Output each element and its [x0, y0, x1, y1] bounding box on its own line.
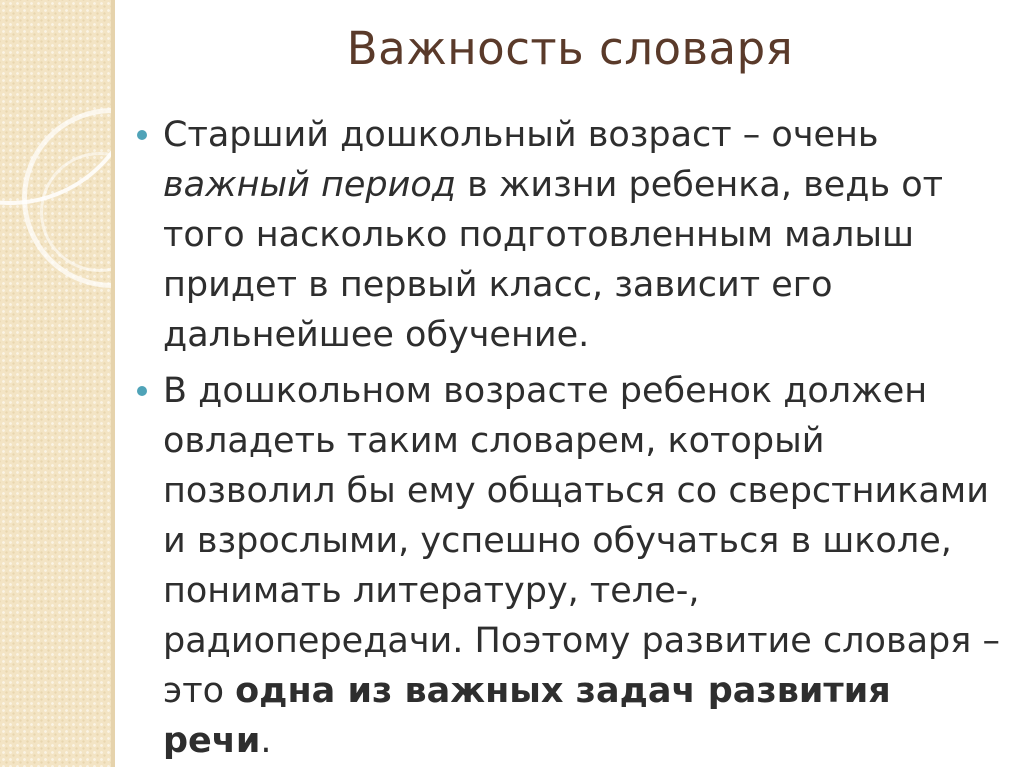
slide-content: [133, 110, 1003, 767]
bullet-text: .: [260, 721, 272, 761]
bullet-dot-icon: [137, 130, 147, 140]
side-band-edge: [111, 0, 115, 767]
bullet-item: [133, 110, 1003, 360]
bullet-text: Старший дошкольный возраст – очень: [163, 115, 879, 155]
slide-title: Важность словаря: [346, 22, 794, 75]
bullet-text: в жизни ребенка, ведь от того насколько подготовленным малыш придет в первый класс, зависит его дальнейшее обучение.: [163, 165, 944, 355]
bullet-text: В дошкольном возрасте ребенок должен овладеть таким словарем, который позволил бы ему общаться со сверстниками и взрослыми, успешно обучаться в школе, понимать литературу, теле-, радиопередачи. Поэтому развитие словаря – это: [163, 371, 1000, 711]
bullet-item: [133, 366, 1003, 766]
bullet-emphasis: важный период: [163, 165, 456, 205]
bullet-strong: одна из важных задач развития речи: [163, 671, 891, 761]
decorative-side-band: [0, 0, 111, 767]
bullet-dot-icon: [137, 386, 147, 396]
